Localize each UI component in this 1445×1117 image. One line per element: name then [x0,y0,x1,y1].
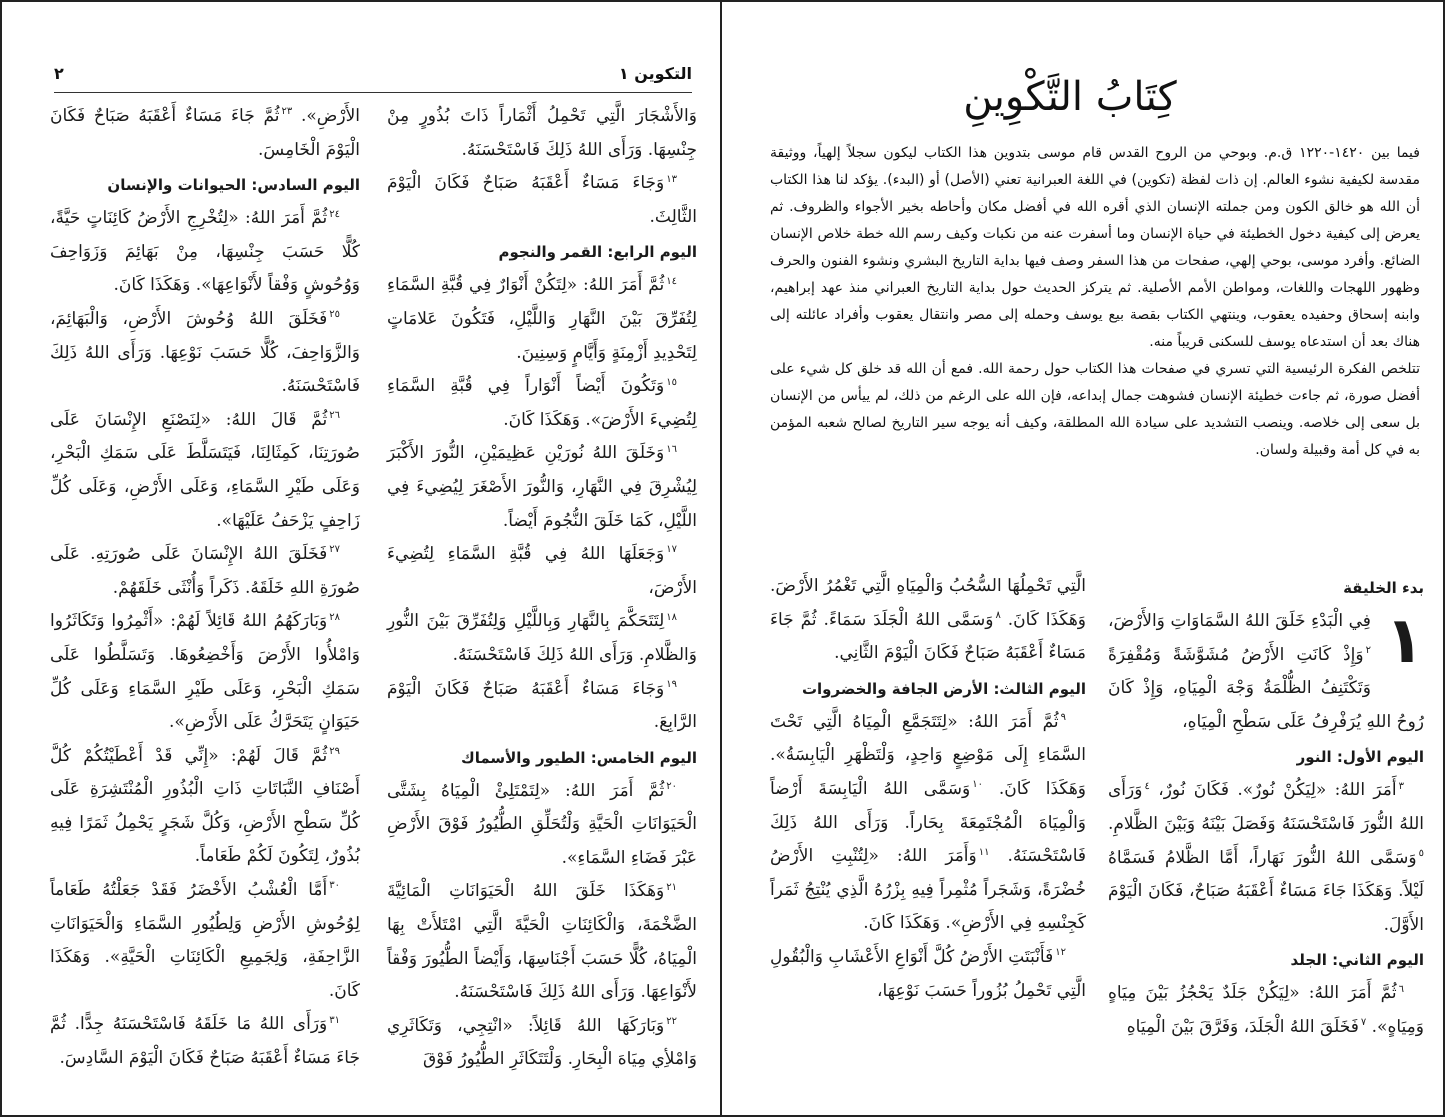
scripture-paragraph [1108,774,1424,942]
scripture-paragraph [387,673,697,740]
scripture-paragraph [50,404,360,538]
day-heading: اليوم الأول: النور [1296,748,1424,767]
verse-text: فَخَلَقَ اللهُ الإِنْسَانَ عَلَى صُورَتِهِ. عَلَى صُورَةِ اللهِ خَلَقَهُ. ذَكَراً وَأُنْثَى خَلَقَهُمْ. [50,544,360,598]
verse-number: ٣١ [329,1014,340,1026]
verse-number: ٢٥ [329,309,340,321]
verse-text: فَأَنْبَتَتِ الأَرْضُ كُلَّ أَنْوَاعِ الأَعْشَابِ وَالْبُقُولِ الَّتِي تَحْمِلُ بُزُوراً حَسَبَ نَوْعِهَا، [770,946,1086,1001]
verse-text: وَجَاءَ مَسَاءٌ أَعْقَبَهُ صَبَاحٌ فَكَانَ الْيَوْمَ الثَّالِثَ. [387,173,697,227]
verse-text: وَتَكُونَ أَيْضاً أَنْوَاراً فِي قُبَّةِ السَّمَاءِ لِتُضِيءَ الأَرْضَ». وَهَكَذَا كَانَ. [387,376,697,430]
verse-text: وَجَعَلَهَا اللهُ فِي قُبَّةِ السَّمَاءِ لِتُضِيءَ الأَرْضَ، [387,544,697,598]
verse-text: ثُمَّ أَمَرَ اللهُ: «لِتَمْتَلِئْ الْمِيَاهُ بِشَتَّى الْحَيَوَانَاتِ الْحَيَّةِ وَلْتُحَلِّقِ الطُّيُورُ فَوْقَ الأَرْضِ عَبْرَ فَضَاءِ السَّمَاءِ». [387,780,697,868]
verse-text: الأَرْضِ». [301,106,360,126]
verse-text: ثُمَّ أَمَرَ اللهُ: «لِتُخْرِجِ الأَرْضُ كَائِنَاتٍ حَيَّةً، كُلًّا حَسَبَ جِنْسِهَا، مِنْ بَهَائِمَ وَزَوَاحِفَ وَوُحُوشٍ وَفْقاً لأَنْوَاعِهَا». وَهَكَذَا كَانَ. [50,208,360,296]
day-heading: اليوم الثالث: الأرض الجافة والخضروات [801,679,1086,698]
left-page-column-right [387,100,697,1077]
verse-text: ثُمَّ أَمَرَ اللهُ: «لِتَكُنْ أَنْوَارٌ فِي قُبَّةِ السَّمَاءِ لِتُفَرِّقَ بَيْنَ النَّهَارِ وَاللَّيْلِ، فَتَكُونَ عَلامَاتٍ لِتَحْدِيدِ أَزْمِنَةٍ وَأَيَّامٍ وَسِنِينَ. [387,275,697,363]
scripture-paragraph [1108,605,1424,739]
chapter-text [1108,605,1424,1045]
day-heading: اليوم الرابع: القمر والنجوم [498,243,697,262]
left-page [0,0,722,1117]
day-heading: اليوم السادس: الحيوانات والإنسان [107,176,360,195]
verse-text: فِي الْبَدْءِ خَلَقَ اللهُ السَّمَاوَاتِ وَالأَرْضَ، [1108,611,1371,631]
verse-text: ثُمَّ أَمَرَ اللهُ: «لِتَتَجَمَّعِ الْمِيَاهُ الَّتِي تَحْتَ السَّمَاءِ إِلَى مَوْضِعٍ وَاحِدٍ، وَلْتَظْهَرِ الْيَابِسَةُ». وَهَكَذَا كَانَ. [770,711,1086,799]
intro-paragraph: فيما بين ١٤٢٠-١٢٢٠ ق.م. وبوحي من الروح القدس قام موسى بتدوين هذا الكتاب ليكون سجلاً إلهياً، ووثيقة مقدسة لكيفية نشوء العالم. إن ذات لفظة (تكوين) في اللغة العبرانية تعني (الأصل) أو (البدء). يؤكد لنا هذا الكتاب أن الله هو خالق الكون ومن جملته الإنسان الذي أقره الله في أفضل مكان وأحاطه بخير الأجواء والظروف. ثم يعرض إلى كيفية دخول الخطيئة في حياة الإنسان وما أسفرت عنه من نكبات وكيف رسم الله خطة خلاص الإنسان الضائع. وأفرد موسى، بوحي إلهي، صفحات من هذا السفر وصف فيها بداية التاريخ البشري ونشوء الفنون والحرف وظهور اللهجات واللغات، ومواطن الأمم الأصلية. ثم يتركز الحديث حول بداية التاريخ العبراني منذ عهد إبراهيم، وابنه إسحاق وحفيده يعقوب، وينتهي الكتاب بقصة بيع يوسف وحمله إلى مصر وانتقال يعقوب وأفراد عائلته إلى هناك بعد أن استدعاه يوسف للسكنى قريباً منه. [770,145,1420,350]
running-header [54,64,692,93]
verse-text: ثُمَّ جَاءَ مَسَاءٌ أَعْقَبَهُ صَبَاحٌ فَكَانَ الْيَوْمَ الْخَامِسَ. [50,106,360,160]
scripture-paragraph [387,538,697,605]
intro-paragraph: تتلخص الفكرة الرئيسية التي تسري في صفحات هذا الكتاب حول رحمة الله. فمع أن الله قد خلق كل شيء على أفضل صورة، ثم جاءت خطيئة الإنسان فشوهت جمال إبداعه، فإن الله على الرغم من ذلك، لم ييأس من الإنسان بل سعى إلى خلاصه. وينصب التشديد على سيادة الله المطلقة، وكيف أنه يوجه سير التاريخ لصالح شعبه المؤمن به في كل أمة وقبيلة ولسان. [770,361,1420,458]
verse-text: ثُمَّ أَمَرَ اللهُ: «لِيَكُنْ جَلَدٌ يَحْجُزُ بَيْنَ مِيَاهٍ وَمِيَاهٍ». [1108,983,1424,1037]
verse-text: لِتَتَحَكَّمَ بِالنَّهَارِ وَبِاللَّيْلِ وَلِتُفَرِّقَ بَيْنَ النُّورِ وَالظَّلامِ. وَرَأَى اللهُ ذَلِكَ فَاسْتَحْسَنَهُ. [387,611,697,665]
scripture-paragraph [387,370,697,437]
verse-number: ٢٦ [329,410,340,422]
verse-text: وَأَمَرَ اللهُ: «لِتُنْبِتِ الأَرْضُ خُضْرَةً، وَشَجَراً مُثْمِراً فِيهِ بِزْرُهُ الَّذِي يُنْتِجُ ثَمَراً كَجِنْسِهِ فِي الأَرْضِ». وَهَكَذَا كَانَ. [770,846,1086,934]
verse-text: فَخَلَقَ اللهُ وُحُوشَ الأَرْضِ، وَالْبَهَائِمَ، وَالزَّوَاحِفَ، كُلًّا حَسَبَ نَوْعِهَا. وَرَأَى اللهُ ذَلِكَ فَاسْتَحْسَنَهُ. [50,308,360,397]
verse-number: ٢٩ [329,746,340,758]
verse-text: وَرَأَى اللهُ النُّورَ فَاسْتَحْسَنَهُ وَفَصَلَ بَيْنَهُ وَبَيْنَ الظَّلامِ. [1108,780,1424,834]
verse-number: ١٨ [666,611,677,623]
verse-text: أَمَّا الْعُشْبُ الأَخْضَرُ فَقَدْ جَعَلْتُهُ طَعَاماً لِوُحُوشِ الأَرْضِ وَلِطُيُورِ السَّمَاءِ وَالْحَيَوَانَاتِ الزَّاحِفَةِ، وَلِجَمِيعِ الْكَائِنَاتِ الْحَيَّةِ». وَهَكَذَا كَانَ. [50,880,360,1001]
scripture-paragraph [387,605,697,672]
verse-number: ٢١ [666,881,677,893]
verse-number: ٢٠ [666,781,677,793]
verse-number: ٤ [1144,780,1150,792]
verse-text: الَّتِي تَحْمِلُهَا السُّحُبُ وَالْمِيَاهِ الَّتِي تَغْمُرُ الأَرْضَ. وَهَكَذَا كَانَ. [770,576,1086,630]
verse-text: وَرَأَى اللهُ مَا خَلَقَهُ فَاسْتَحْسَنَهُ جِدًّا. ثُمَّ جَاءَ مَسَاءٌ أَعْقَبَهُ صَبَاحٌ فَكَانَ الْيَوْمَ السَّادِسَ. [50,1014,360,1069]
verse-text: وَسَمَّى اللهُ الْجَلَدَ سَمَاءً. ثُمَّ جَاءَ مَسَاءٌ أَعْقَبَهُ صَبَاحٌ فَكَانَ الْيَوْمَ الثَّانِي. [770,609,1086,664]
scripture-paragraph [50,1008,360,1075]
verse-number: ١٣ [666,173,677,185]
scripture-paragraph [50,100,360,167]
left-page-column-left [50,100,360,1076]
verse-text: وَسَمَّى اللهُ النُّورَ نَهَاراً، أَمَّا الظَّلامُ فَسَمَّاهُ لَيْلاً. وَهَكَذَا جَاءَ مَسَاءٌ أَعْقَبَهُ صَبَاحٌ، فَكَانَ الْيَوْمَ الأَوَّلَ. [1108,847,1424,935]
verse-number: ١٦ [666,443,677,455]
scripture-paragraph [50,740,360,874]
verse-text: وَسَمَّى اللهُ الْيَابِسَةَ أَرْضاً وَالْمِيَاهَ الْمُجْتَمِعَةَ بِحَاراً. وَرَأَى اللهُ ذَلِكَ فَاسْتَحْسَنَهُ. [770,778,1086,867]
verse-number: ٩ [1060,712,1066,724]
scripture-paragraph [387,100,697,167]
scripture-paragraph [50,605,360,739]
verse-number: ٧ [1360,1017,1367,1029]
verse-number: ٢٣ [281,106,293,118]
verse-number: ٢ [1365,644,1371,656]
verse-number: ٨ [995,609,1001,621]
verse-number: ٣٠ [329,880,340,892]
scripture-paragraph [387,269,697,370]
verse-text: ثُمَّ قَالَ لَهُمْ: «إِنِّي قَدْ أَعْطَيْتُكُمْ كُلَّ أَصْنَافِ النَّبَاتَاتِ ذَاتِ الْبُذُورِ الْمُنْتَشِرَةِ عَلَى كُلِّ سَطْحِ الأَرْضِ، وَكُلَّ شَجَرٍ يَحْمِلُ ثَمَرًا فِيهِ بُذُورٌ، لِتَكُونَ لَكُمْ طَعَاماً. [50,745,360,867]
scripture-paragraph [50,202,360,303]
verse-number: ١٧ [666,544,677,556]
scripture-paragraph [387,775,697,876]
right-page-column-left [770,570,1086,1008]
chapter-start [1108,605,1424,1045]
day-heading: اليوم الخامس: الطيور والأسماك [460,748,697,767]
verse-number: ٢٨ [329,611,340,623]
verse-number: ٣ [1398,780,1405,792]
scripture-paragraph [387,437,697,538]
verse-number: ٦ [1398,983,1404,995]
verse-number: ١٠ [972,779,984,791]
verse-number: ١٢ [1055,947,1066,959]
scripture-paragraph [1108,977,1424,1044]
book-title: كِتَابُ التَّكْوِينِ [963,74,1177,120]
verse-number: ١١ [978,846,990,858]
verse-text: أَمَرَ اللهُ: «لِيَكُنْ نُورٌ». فَكَانَ نُورٌ، [1158,780,1397,801]
verse-text: وَجَاءَ مَسَاءٌ أَعْقَبَهُ صَبَاحٌ فَكَانَ الْيَوْمَ الرَّابِعَ. [387,678,697,733]
scripture-paragraph [387,875,697,1009]
day-heading: اليوم الثاني: الجلد [1290,951,1424,970]
verse-text: وَخَلَقَ اللهُ نُورَيْنِ عَظِيمَيْنِ، النُّورَ الأَكْبَرَ لِيُشْرِقَ فِي النَّهَارِ، وَالنُّورَ الأَصْغَرَ لِيُضِيءَ فِي اللَّيْلِ، كَمَا خَلَقَ النُّجُومَ أَيْضاً. [387,443,697,531]
verse-number: ١٥ [666,376,677,388]
chapter-number: ١ [1384,604,1424,678]
verse-text: فَخَلَقَ اللهُ الْجَلَدَ، وَفَرَّقَ بَيْنَ الْمِيَاهِ [1126,1016,1359,1037]
scripture-paragraph [387,167,697,234]
scripture-paragraph [770,941,1086,1008]
scripture-paragraph [387,1010,697,1077]
verse-text: وَإِذْ كَانَتِ الأَرْضُ مُشَوَّشَةً وَمُقْفِرَةً وَتَكْتَنِفُ الظُّلْمَةُ وَجْهَ الْمِيَاهِ، وَإِذْ كَانَ رُوحُ اللهِ يُرَفْرِفُ عَلَى سَطْحِ الْمِيَاهِ، [1108,644,1424,732]
verse-text: وَهَكَذَا خَلَقَ اللهُ الْحَيَوَانَاتِ الْمَائِيَّةَ الضَّخْمَةَ، وَالْكَائِنَاتِ الْحَيَّةَ الَّتِي امْتَلأَتْ بِهَا الْمِيَاهُ، كُلًّا حَسَبَ أَجْنَاسِهَا، وَأَيْضاً الطُّيُورَ وَفْقاً لأَنْوَاعِهَا. وَرَأَى اللهُ ذَلِكَ فَاسْتَحْسَنَهُ. [387,881,697,1003]
verse-number: ١٤ [666,275,677,287]
verse-number: ٥ [1418,847,1424,859]
verse-number: ٢٧ [329,544,340,556]
section-heading: بدء الخليقة [1343,579,1424,597]
verse-text: وَبَارَكَهَا اللهُ قَائِلاً: «انْتِجِي، وَتَكَاثَرِي وَامْلأِي مِيَاهَ الْبِحَارِ. وَلْتَتَكَاثَرِ الطُّيُورُ فَوْقَ [387,1015,697,1070]
verse-number: ١٩ [666,678,677,690]
right-page-column-right [1108,570,1424,1045]
scripture-paragraph [50,538,360,605]
page-number: ٢ [54,64,64,83]
verse-number: ٢٢ [666,1016,677,1028]
verse-text: ثُمَّ قَالَ اللهُ: «لِنَصْنَعِ الإِنْسَانَ عَلَى صُورَتِنَا، كَمِثَالِنَا، فَيَتَسَلَّطَ عَلَى سَمَكِ الْبَحْرِ، وَعَلَى طَيْرِ السَّمَاءِ، وَعَلَى الأَرْضِ، وَعَلَى كُلِّ زَاحِفٍ يَزْحَفُ عَلَيْهَا». [50,409,360,531]
scripture-paragraph [50,303,360,404]
scripture-paragraph [770,570,1086,671]
running-title: التكوين ١ [618,64,692,83]
scripture-paragraph [770,706,1086,941]
verse-text: وَالأَشْجَارَ الَّتِي تَحْمِلُ أَثْمَاراً ذَاتَ بُذُورٍ مِنْ جِنْسِهَا. وَرَأَى اللهُ ذَلِكَ فَاسْتَحْسَنَهُ. [387,106,697,160]
scripture-paragraph [50,874,360,1008]
verse-text: وَبَارَكَهُمُ اللهُ قَائِلاً لَهُمْ: «أَثْمِرُوا وَتَكَاثَرُوا وَامْلأُوا الأَرْضَ وَأَخْضِعُوهَا. وَتَسَلَّطُوا عَلَى سَمَكِ الْبَحْرِ، وَعَلَى طَيْرِ السَّمَاءِ وَعَلَى كُلِّ حَيَوَانٍ يَتَحَرَّكُ عَلَى الأَرْضِ». [50,611,360,733]
book-introduction [770,140,1420,464]
verse-number: ٢٤ [329,208,340,220]
